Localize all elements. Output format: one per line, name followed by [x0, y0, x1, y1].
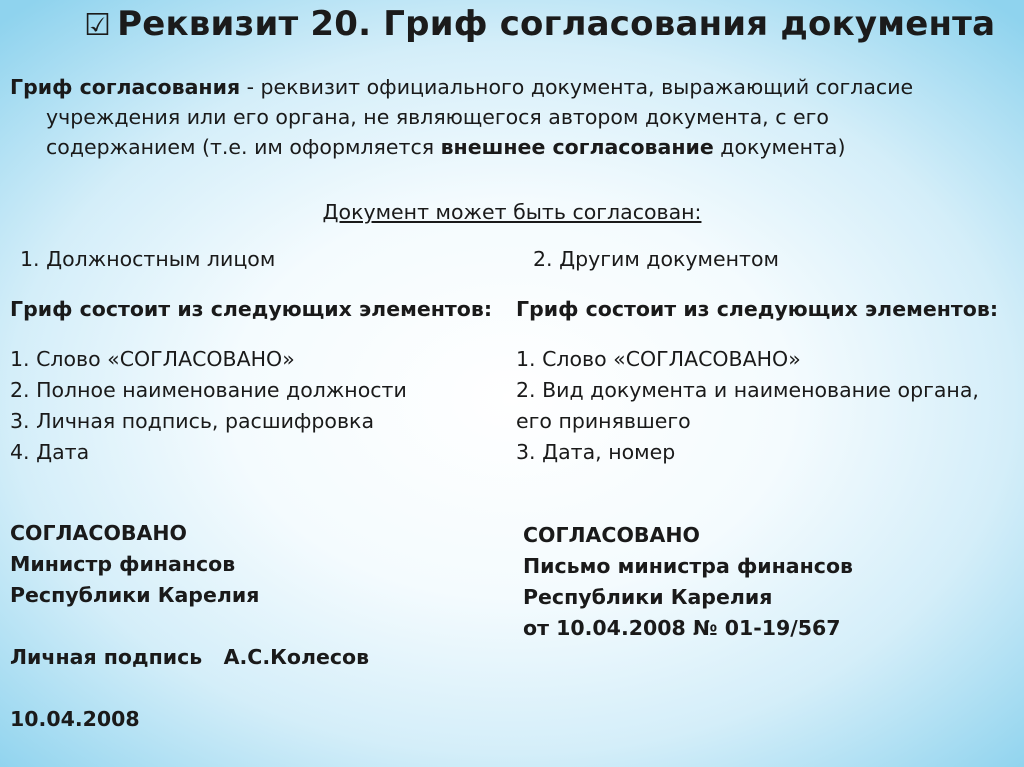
list-item: 4. Дата — [10, 440, 90, 464]
stamp-line: от 10.04.2008 № 01-19/567 — [523, 616, 841, 640]
definition-text: - реквизит официального документа, выражающий согласие — [240, 75, 914, 99]
slide-title-text: Реквизит 20. Гриф согласования документа — [117, 4, 996, 44]
definition-line-3-end: документа) — [713, 135, 846, 159]
list-item: 3. Личная подпись, расшифровка — [10, 409, 375, 433]
stamp-line: Письмо министра финансов — [523, 554, 854, 578]
definition-line-2: учреждения или его органа, не являющегося автором документа, с его — [46, 105, 829, 129]
list-item: 2. Вид документа и наименование органа, — [516, 378, 979, 402]
list-item: 1. Слово «СОГЛАСОВАНО» — [516, 347, 801, 371]
left-option: 1. Должностным лицом — [20, 247, 276, 271]
checkbox-icon: ☑ — [84, 8, 112, 43]
left-heading: Гриф состоит из следующих элементов: — [10, 297, 493, 321]
stamp-line — [10, 611, 369, 642]
stamp-line: СОГЛАСОВАНО — [523, 523, 700, 547]
right-example-stamp — [523, 520, 853, 644]
right-heading: Гриф состоит из следующих элементов: — [516, 297, 999, 321]
stamp-line: Личная подпись А.С.Колесов — [10, 645, 370, 669]
stamp-line: СОГЛАСОВАНО — [10, 521, 187, 545]
stamp-line — [10, 673, 369, 704]
list-item: его принявшего — [516, 409, 691, 433]
definition-line-3 — [10, 132, 913, 162]
stamp-line: 10.04.2008 — [10, 707, 140, 731]
definition-term: Гриф согласования — [10, 75, 241, 99]
list-item: 1. Слово «СОГЛАСОВАНО» — [10, 347, 295, 371]
list-item: 2. Полное наименование должности — [10, 378, 407, 402]
stamp-line: Министр финансов — [10, 552, 236, 576]
left-element-list — [10, 344, 407, 468]
definition-line-3-start: содержанием (т.е. им оформляется — [46, 135, 441, 159]
agreement-line: Документ может быть согласован: — [322, 200, 702, 224]
definition-line-1 — [10, 72, 913, 102]
right-element-list — [516, 344, 979, 468]
stamp-line: Республики Карелия — [523, 585, 773, 609]
right-option: 2. Другим документом — [533, 247, 779, 271]
definition-paragraph — [10, 72, 913, 162]
slide-title — [84, 4, 995, 44]
definition-emphasis: внешнее согласование — [440, 135, 714, 159]
list-item: 3. Дата, номер — [516, 440, 676, 464]
stamp-line: Республики Карелия — [10, 583, 260, 607]
left-example-stamp — [10, 518, 369, 735]
